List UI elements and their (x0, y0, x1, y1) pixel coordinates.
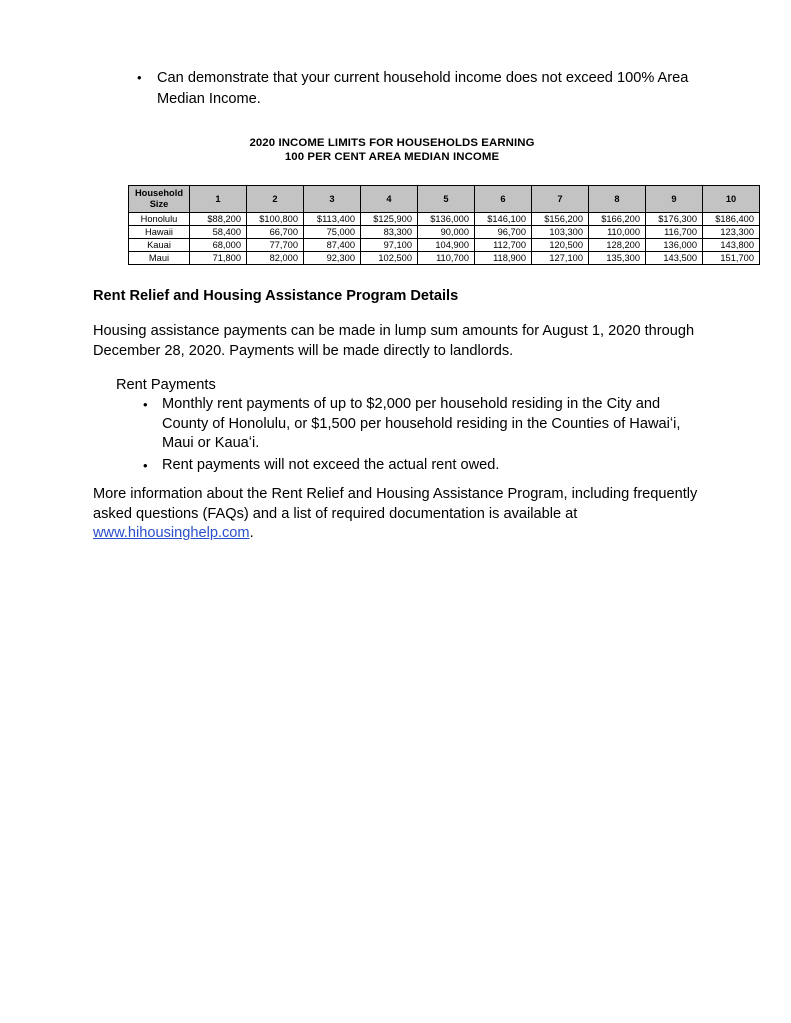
list-item-text: Rent payments will not exceed the actual rent owed. (162, 456, 500, 473)
table-cell: 112,700 (475, 239, 532, 252)
table-cell: 151,700 (703, 252, 760, 265)
table-body (129, 213, 760, 265)
column-header: 4 (361, 186, 418, 213)
table-cell: 103,300 (532, 226, 589, 239)
bullet-icon: • (143, 397, 148, 412)
table-cell: $156,200 (532, 213, 589, 226)
rent-payments-bullet-list (143, 395, 699, 476)
table-row (129, 226, 760, 239)
table-row (129, 252, 760, 265)
column-header: 1 (190, 186, 247, 213)
table-cell: 83,300 (361, 226, 418, 239)
bullet-icon: • (137, 70, 142, 85)
hihousinghelp-link[interactable]: www.hihousinghelp.com (93, 525, 250, 541)
section-heading: Rent Relief and Housing Assistance Program Details (93, 288, 459, 304)
table-cell: $166,200 (589, 213, 646, 226)
table-cell: 116,700 (646, 226, 703, 239)
table-cell: 66,700 (247, 226, 304, 239)
row-header: Hawaii (129, 226, 190, 239)
table-cell: $125,900 (361, 213, 418, 226)
column-header: 5 (418, 186, 475, 213)
table-cell: 123,300 (703, 226, 760, 239)
table-cell: 82,000 (247, 252, 304, 265)
list-item (137, 68, 697, 109)
paragraph-housing-assistance: Housing assistance payments can be made in lump sum amounts for August 1, 2020 through December 28, 2020. Payments will be made directly to landlords. (93, 323, 695, 359)
income-limits-table (128, 185, 760, 265)
paragraph-text-before-link: More information about the Rent Relief and Housing Assistance Program, including frequently asked questions (FAQs) and a list of required documentation is available at (93, 486, 698, 522)
table-cell: 92,300 (304, 252, 361, 265)
list-item-text: Can demonstrate that your current household income does not exceed 100% Area Median Income. (157, 70, 689, 107)
table-header (129, 186, 760, 213)
column-header: 7 (532, 186, 589, 213)
corner-label-line-1: Household (134, 187, 184, 198)
column-header: 9 (646, 186, 703, 213)
subheading-rent-payments: Rent Payments (116, 377, 216, 393)
table-cell: $136,000 (418, 213, 475, 226)
column-header: 3 (304, 186, 361, 213)
paragraph-text-after-link: . (249, 525, 254, 541)
table-cell: 110,000 (589, 226, 646, 239)
table-cell: 135,300 (589, 252, 646, 265)
table-cell: 75,000 (304, 226, 361, 239)
table-cell: $146,100 (475, 213, 532, 226)
row-header: Kauai (129, 239, 190, 252)
table-cell: 120,500 (532, 239, 589, 252)
table-cell: 90,000 (418, 226, 475, 239)
table-cell: $100,800 (247, 213, 304, 226)
table-cell: 68,000 (190, 239, 247, 252)
table-cell: 77,700 (247, 239, 304, 252)
table-cell: $176,300 (646, 213, 703, 226)
table-title-line-1: 2020 INCOME LIMITS FOR HOUSEHOLDS EARNING (249, 137, 535, 149)
list-item-text: Monthly rent payments of up to $2,000 per household residing in the City and County of Honolulu, or $1,500 per household residing in the Counties of Hawaiʻi, Maui or Kauaʻi. (162, 396, 681, 451)
table-cell: 102,500 (361, 252, 418, 265)
column-header: 6 (475, 186, 532, 213)
table-cell: 143,500 (646, 252, 703, 265)
column-header: 8 (589, 186, 646, 213)
table-cell: 110,700 (418, 252, 475, 265)
top-bullet-list (137, 68, 697, 109)
table-cell: 118,900 (475, 252, 532, 265)
table-cell: 136,000 (646, 239, 703, 252)
bullet-icon: • (143, 457, 148, 473)
table-cell: $186,400 (703, 213, 760, 226)
table-cell: 96,700 (475, 226, 532, 239)
list-item (143, 456, 699, 477)
table-cell: 127,100 (532, 252, 589, 265)
table-row (129, 213, 760, 226)
table-cell: 71,800 (190, 252, 247, 265)
table-title (196, 136, 588, 164)
column-header: 10 (703, 186, 760, 213)
corner-label-line-2: Size (149, 199, 169, 209)
table-cell: 104,900 (418, 239, 475, 252)
row-header: Maui (129, 252, 190, 265)
table-corner-header (129, 186, 190, 213)
table-cell: 87,400 (304, 239, 361, 252)
row-header: Honolulu (129, 213, 190, 226)
table-cell: 97,100 (361, 239, 418, 252)
table-cell: $113,400 (304, 213, 361, 226)
column-header: 2 (247, 186, 304, 213)
paragraph-more-information (93, 485, 699, 544)
table-row (129, 239, 760, 252)
table-cell: $88,200 (190, 213, 247, 226)
table-header-row (129, 186, 760, 213)
table-cell: 128,200 (589, 239, 646, 252)
table-cell: 58,400 (190, 226, 247, 239)
list-item (143, 395, 699, 454)
table-title-line-2: 100 PER CENT AREA MEDIAN INCOME (284, 151, 500, 163)
table-cell: 143,800 (703, 239, 760, 252)
